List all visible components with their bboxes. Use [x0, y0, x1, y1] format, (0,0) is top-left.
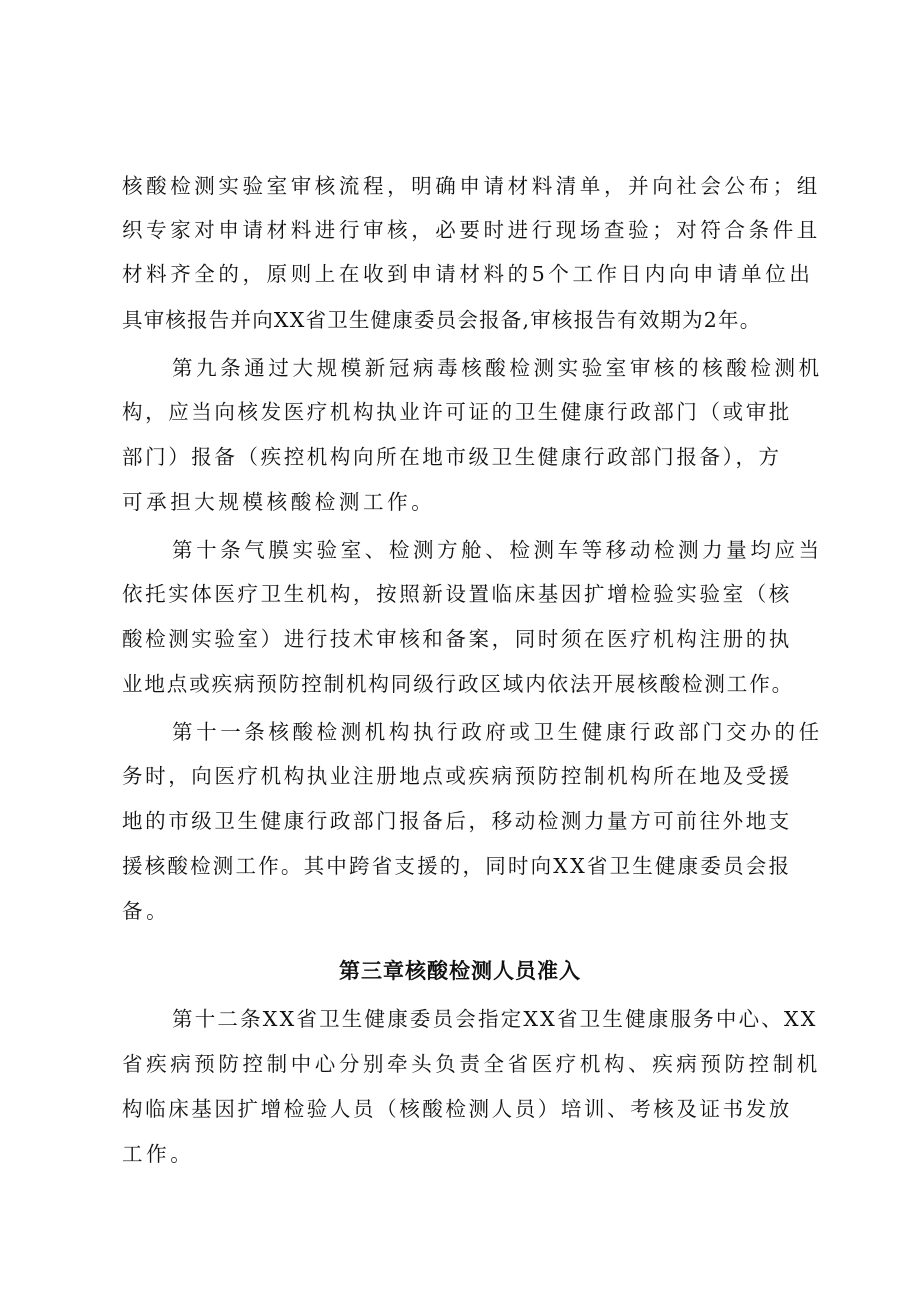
paragraph-line: 构，应当向核发医疗机构执业许可证的卫生健康行政部门（或审批: [122, 400, 792, 424]
paragraph-line: 第十二条XX省卫生健康委员会指定XX省卫生健康服务中心、XX: [172, 1007, 818, 1031]
paragraph-line: 依托实体医疗卫生机构，按照新设置临床基因扩增检验实验室（核: [122, 582, 792, 606]
paragraph-line: 织专家对申请材料进行审核，必要时进行现场查验；对符合条件且: [122, 218, 821, 242]
paragraph-line: 第十一条核酸检测机构执行政府或卫生健康行政部门交办的任: [172, 720, 823, 744]
paragraph-line: 构临床基因扩增检验人员（核酸检测人员）培训、考核及证书发放: [122, 1097, 792, 1121]
paragraph-line: 业地点或疾病预防控制机构同级行政区域内依法开展核酸检测工作。: [122, 672, 794, 696]
paragraph-line: 工作。: [122, 1142, 195, 1166]
paragraph-line: 省疾病预防控制中心分别牵头负责全省医疗机构、疾病预防控制机: [122, 1052, 821, 1076]
paragraph-line: 核酸检测实验室审核流程，明确申请材料清单，并向社会公布；组: [122, 174, 821, 198]
paragraph-line: 材料齐全的，原则上在收到申请材料的5个工作日内向申请单位出: [122, 262, 814, 286]
paragraph-line: 第十条气膜实验室、检测方舱、检测车等移动检测力量均应当: [172, 538, 823, 562]
chapter-3-heading: 第三章核酸检测人员准入: [339, 959, 581, 983]
paragraph-line: 第九条通过大规模新冠病毒核酸检测实验室审核的核酸检测机: [172, 356, 823, 380]
paragraph-line: 备。: [122, 899, 171, 923]
paragraph-line: 地的市级卫生健康行政部门报备后，移动检测力量方可前往外地支: [122, 809, 792, 833]
paragraph-line: 可承担大规模核酸检测工作。: [122, 490, 436, 514]
paragraph-line: 部门）报备（疾控机构向所在地市级卫生健康行政部门报备），方: [122, 445, 782, 469]
paragraph-line: 酸检测实验室）进行技术审核和备案，同时须在医疗机构注册的执: [122, 627, 792, 651]
paragraph-line: 具审核报告并向XX省卫生健康委员会报备,审核报告有效期为2年。: [122, 308, 762, 332]
paragraph-line: 务时，向医疗机构执业注册地点或疾病预防控制机构所在地及受援: [122, 764, 792, 788]
paragraph-line: 援核酸检测工作。其中跨省支援的，同时向XX省卫生健康委员会报: [122, 854, 792, 878]
